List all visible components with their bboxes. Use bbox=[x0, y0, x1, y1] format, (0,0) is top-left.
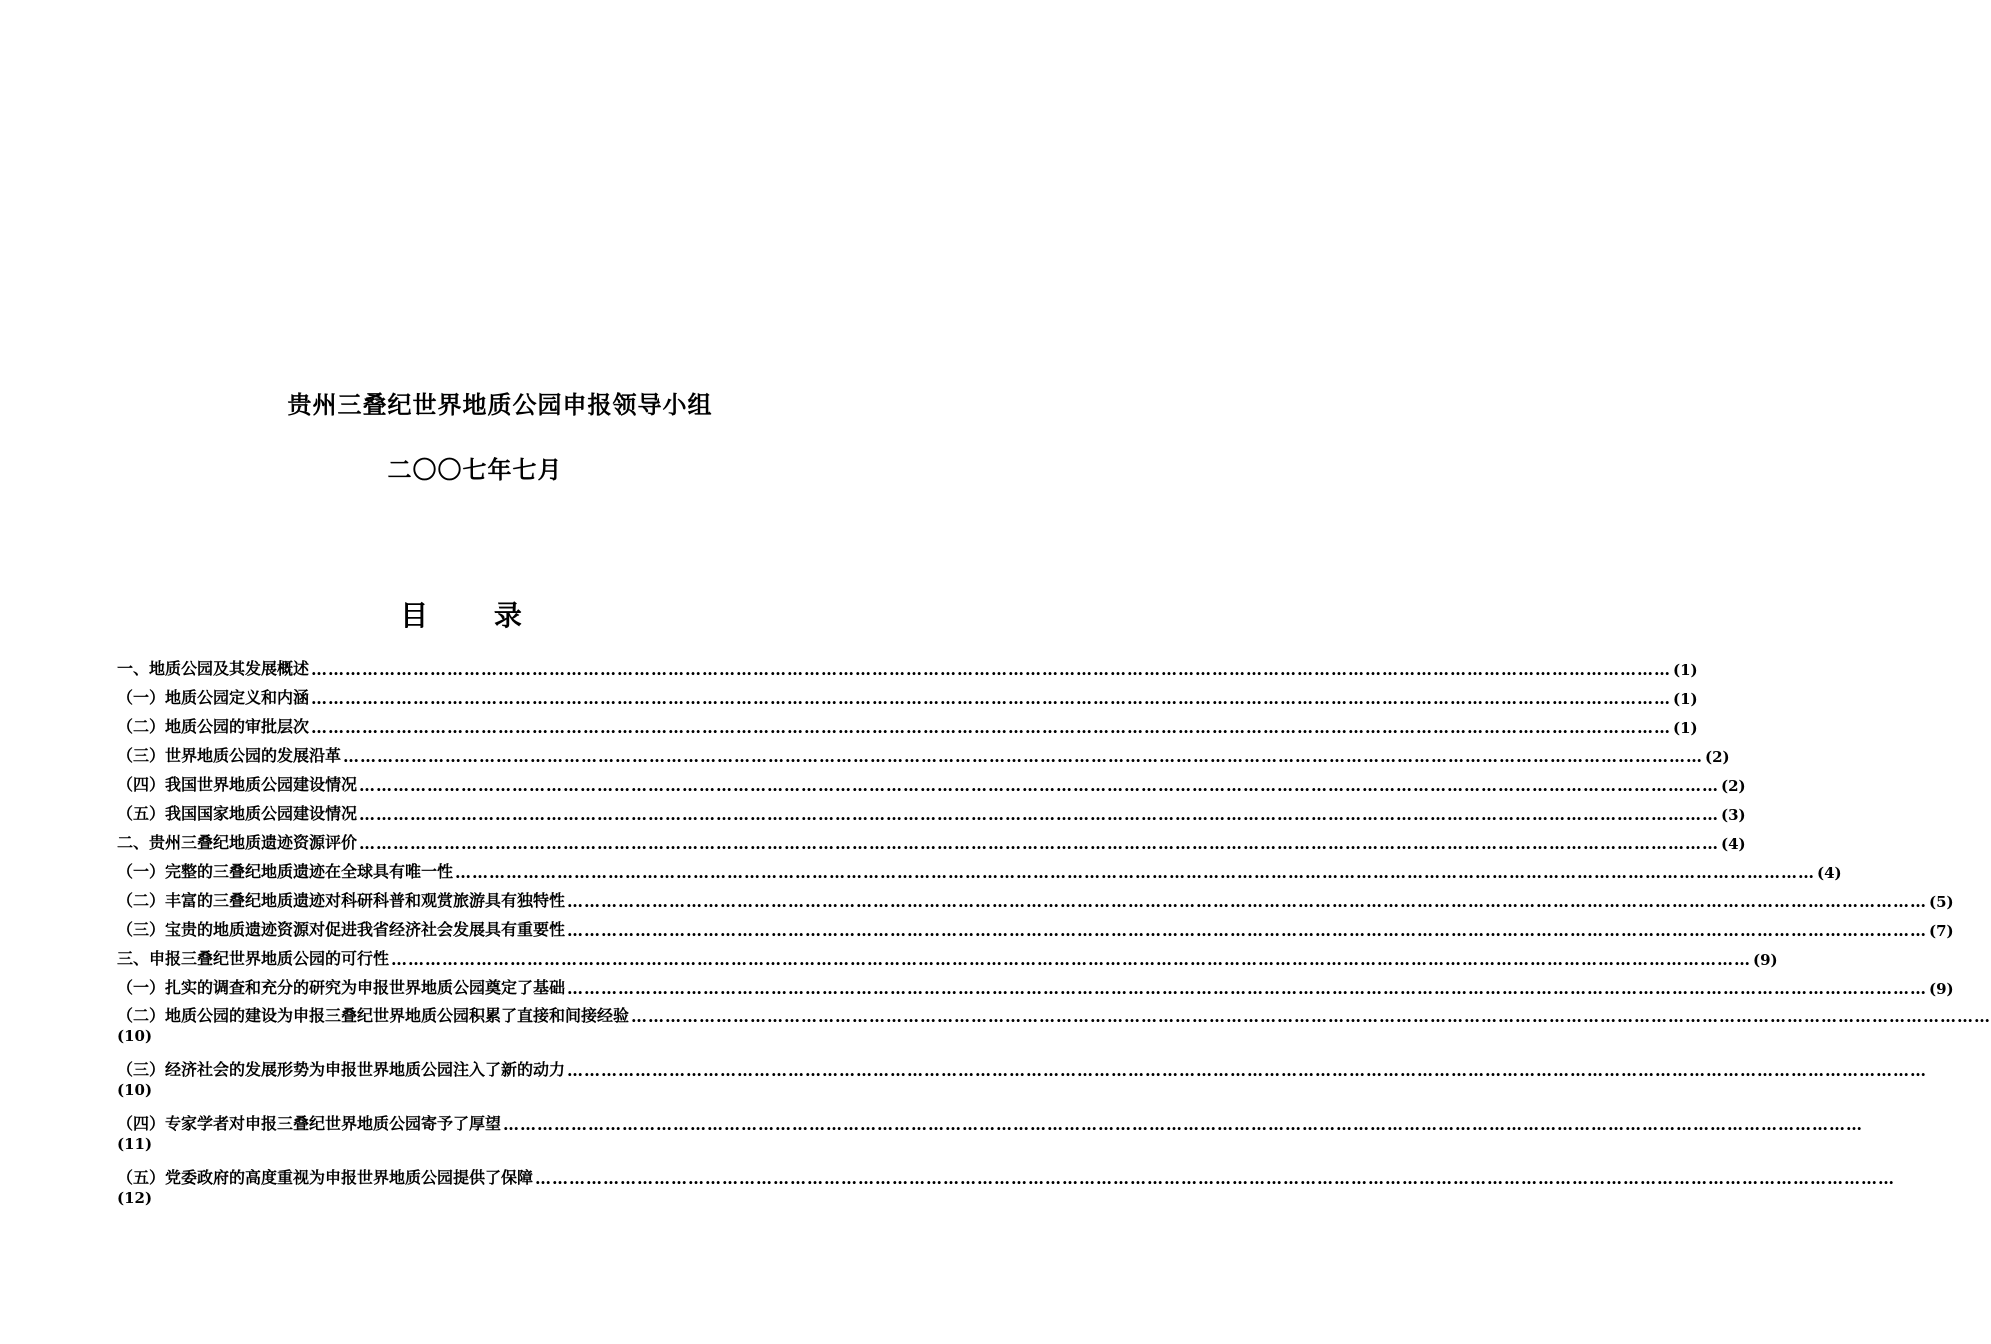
toc-entry[interactable] bbox=[117, 1160, 1896, 1214]
toc-entry[interactable] bbox=[117, 882, 1954, 911]
toc-entry-page: (9) bbox=[1929, 980, 1954, 998]
leader-dots: …………………………………………………………………………………………………………………………………………………………………………………………………………………… bbox=[567, 1061, 1928, 1080]
toc-entry-page: (2) bbox=[1705, 748, 1730, 766]
toc-entry-label: 三、申报三叠纪世界地质公园的可行性 bbox=[117, 949, 390, 968]
toc-entry-page: (11) bbox=[117, 1135, 153, 1153]
toc-entry-label: （二）丰富的三叠纪地质遗迹对科研科普和观赏旅游具有独特性 bbox=[117, 891, 566, 910]
leader-dots: …………………………………………………………………………………………………………………………………………………………………………………………………………………… bbox=[311, 689, 1672, 708]
toc-entry-label: （三）宝贵的地质遗迹资源对促进我省经济社会发展具有重要性 bbox=[117, 920, 566, 939]
toc-entry[interactable] bbox=[117, 824, 1746, 853]
toc-entry-page: (1) bbox=[1673, 719, 1698, 737]
toc-entry-label: （一）扎实的调查和充分的研究为申报世界地质公园奠定了基础 bbox=[117, 978, 566, 997]
leader-dots: …………………………………………………………………………………………………………………………………………………………………………………………………………………… bbox=[455, 863, 1816, 882]
toc-entry-label: （五）我国国家地质公园建设情况 bbox=[117, 804, 358, 823]
toc-entry-page: (12) bbox=[117, 1189, 153, 1207]
toc-entry-page: (10) bbox=[117, 1081, 153, 1099]
toc-entry-label: （一）完整的三叠纪地质遗迹在全球具有唯一性 bbox=[117, 862, 454, 881]
toc-entry[interactable] bbox=[117, 1106, 1864, 1160]
toc-entry-page: (4) bbox=[1721, 835, 1746, 853]
leader-dots: …………………………………………………………………………………………………………………………………………………………………………………………………………………… bbox=[503, 1115, 1864, 1134]
toc-entry[interactable] bbox=[117, 853, 1842, 882]
toc-entry[interactable] bbox=[117, 998, 1991, 1052]
leader-dots: …………………………………………………………………………………………………………………………………………………………………………………………………………………… bbox=[343, 747, 1704, 766]
toc-entry-label: （三）世界地质公园的发展沿革 bbox=[117, 746, 342, 765]
leader-dots: …………………………………………………………………………………………………………………………………………………………………………………………………………………… bbox=[359, 776, 1720, 795]
toc-entry-page: (10) bbox=[117, 1027, 153, 1045]
toc-entry[interactable] bbox=[117, 650, 1698, 679]
toc-entry[interactable] bbox=[117, 766, 1746, 795]
leader-dots: …………………………………………………………………………………………………………………………………………………………………………………………………………………… bbox=[567, 979, 1928, 998]
organization-name: 贵州三叠纪世界地质公园申报领导小组 bbox=[287, 390, 713, 419]
leader-dots: …………………………………………………………………………………………………………………………………………………………………………………………………………………… bbox=[359, 834, 1720, 853]
toc-entry-label: （五）党委政府的高度重视为申报世界地质公园提供了保障 bbox=[117, 1168, 534, 1187]
toc-entry-page: (4) bbox=[1817, 864, 1842, 882]
toc-entry-page: (9) bbox=[1753, 951, 1778, 969]
toc-entry-label: （三）经济社会的发展形势为申报世界地质公园注入了新的动力 bbox=[117, 1060, 566, 1079]
toc-title: 目 录 bbox=[400, 599, 550, 632]
publication-date: 二〇〇七年七月 bbox=[387, 455, 563, 484]
leader-dots: …………………………………………………………………………………………………………………………………………………………………………………………………………………… bbox=[391, 950, 1752, 969]
toc-entry[interactable] bbox=[117, 911, 1954, 940]
toc-entry-page: (2) bbox=[1721, 777, 1746, 795]
toc-entry[interactable] bbox=[117, 940, 1778, 969]
leader-dots: …………………………………………………………………………………………………………………………………………………………………………………………………………………… bbox=[567, 921, 1928, 940]
toc-entry-page: (1) bbox=[1673, 661, 1698, 679]
toc-entry-label: 二、贵州三叠纪地质遗迹资源评价 bbox=[117, 833, 358, 852]
leader-dots: …………………………………………………………………………………………………………………………………………………………………………………………………………………… bbox=[631, 1007, 1991, 1026]
toc-entry[interactable] bbox=[117, 679, 1698, 708]
toc-entry-label: （四）专家学者对申报三叠纪世界地质公园寄予了厚望 bbox=[117, 1114, 502, 1133]
toc-entry-label: （四）我国世界地质公园建设情况 bbox=[117, 775, 358, 794]
toc-entry[interactable] bbox=[117, 795, 1746, 824]
leader-dots: …………………………………………………………………………………………………………………………………………………………………………………………………………………… bbox=[311, 718, 1672, 737]
toc-entry-label: （二）地质公园的建设为申报三叠纪世界地质公园积累了直接和间接经验 bbox=[117, 1006, 630, 1025]
toc-entry-page: (7) bbox=[1929, 922, 1954, 940]
leader-dots: …………………………………………………………………………………………………………………………………………………………………………………………………………………… bbox=[535, 1169, 1896, 1188]
toc-entry[interactable] bbox=[117, 969, 1954, 998]
toc-entry[interactable] bbox=[117, 1052, 1928, 1106]
toc-entry-page: (1) bbox=[1673, 690, 1698, 708]
toc-entry-label: （一）地质公园定义和内涵 bbox=[117, 688, 310, 707]
leader-dots: …………………………………………………………………………………………………………………………………………………………………………………………………………………… bbox=[567, 892, 1928, 911]
toc-entry-label: 一、地质公园及其发展概述 bbox=[117, 659, 310, 678]
toc-entry-page: (5) bbox=[1929, 893, 1954, 911]
leader-dots: …………………………………………………………………………………………………………………………………………………………………………………………………………………… bbox=[359, 805, 1720, 824]
toc-entry-page: (3) bbox=[1721, 806, 1746, 824]
toc-entry[interactable] bbox=[117, 708, 1698, 737]
leader-dots: …………………………………………………………………………………………………………………………………………………………………………………………………………………… bbox=[311, 660, 1672, 679]
table-of-contents bbox=[117, 650, 1991, 1214]
toc-entry[interactable] bbox=[117, 737, 1730, 766]
toc-entry-label: （二）地质公园的审批层次 bbox=[117, 717, 310, 736]
